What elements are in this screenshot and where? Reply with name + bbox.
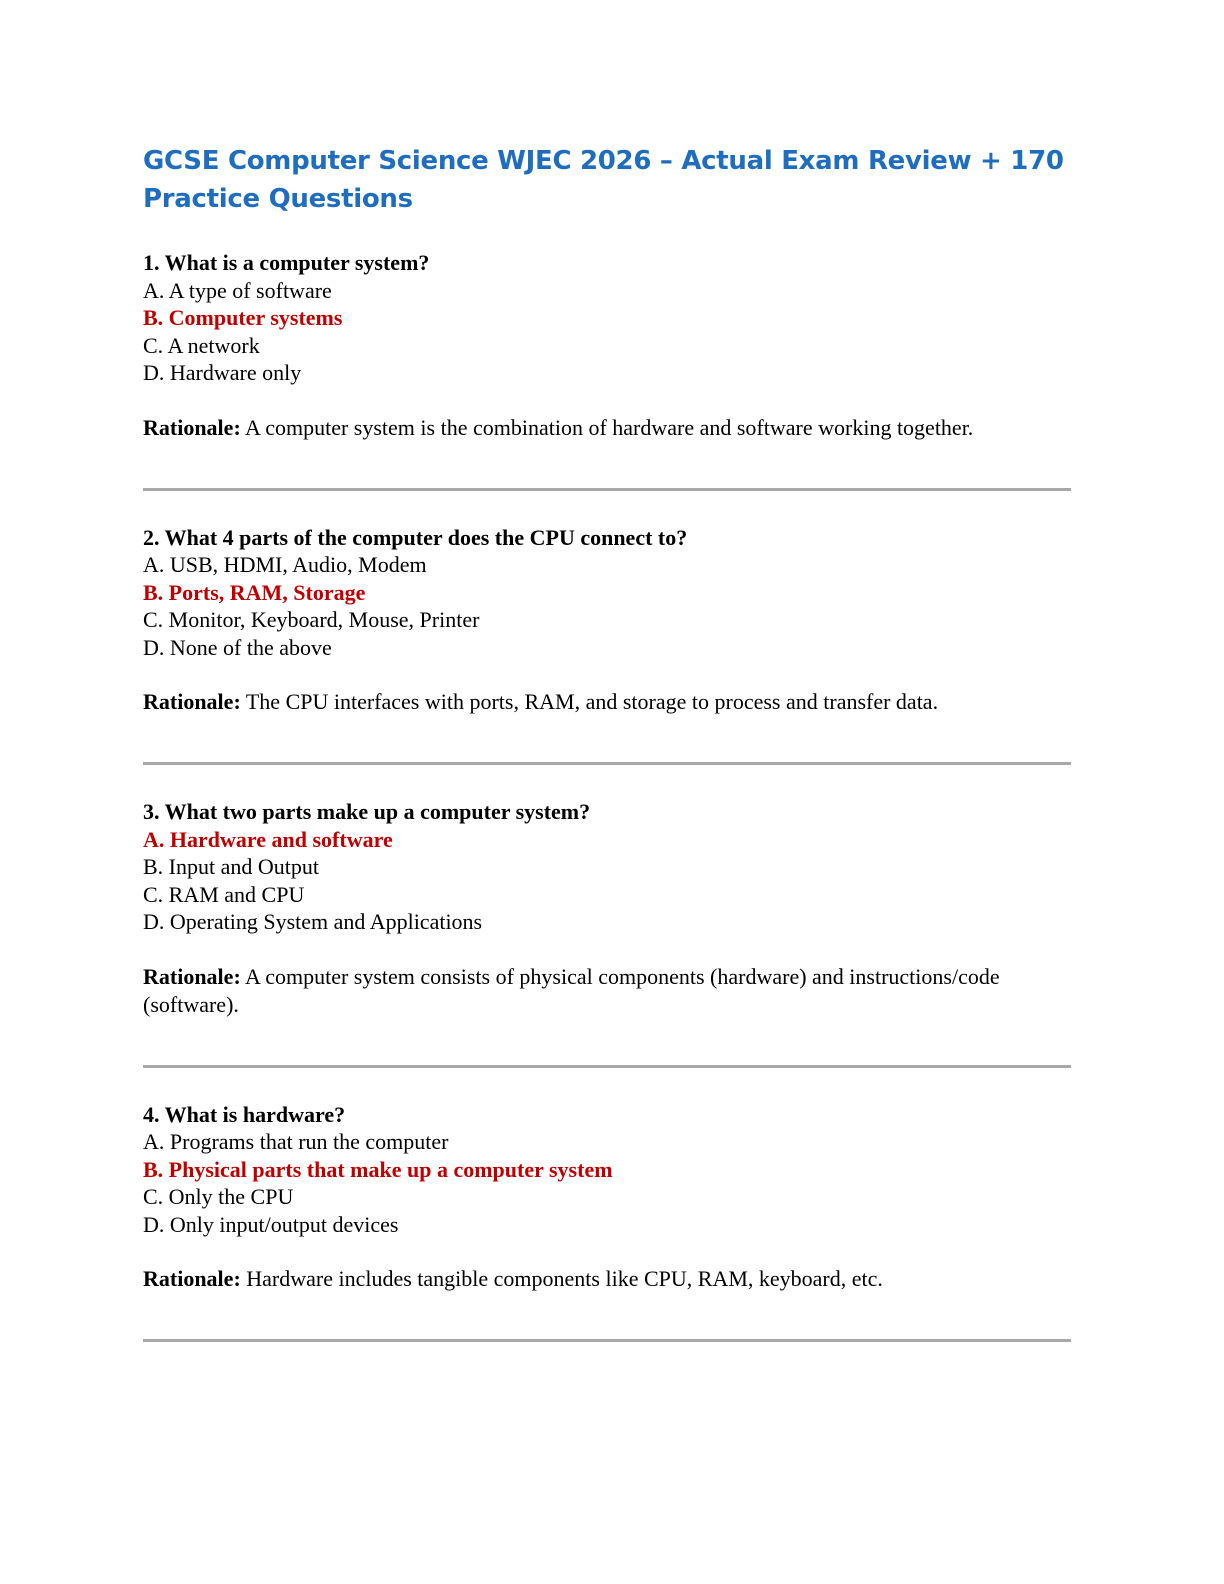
question-block-1: [143, 249, 1071, 442]
rationale-label: Rationale:: [143, 414, 241, 440]
question-block-4: [143, 1101, 1071, 1294]
divider: [143, 1339, 1071, 1342]
divider: [143, 488, 1071, 491]
rationale-text: Hardware includes tangible components like CPU, RAM, keyboard, etc.: [240, 1266, 883, 1291]
question-text: 2. What 4 parts of the computer does the CPU connect to?: [143, 524, 688, 550]
option-a-correct: A. Hardware and software: [143, 826, 393, 852]
option-b-correct: B. Computer systems: [143, 305, 343, 330]
option-d: D. Hardware only: [143, 360, 302, 385]
option-d: D. None of the above: [143, 634, 332, 660]
rationale-text: A computer system consists of physical components (hardware) and instructions/code (software).: [143, 963, 1000, 1017]
option-a: A. A type of software: [143, 277, 332, 303]
document-title: GCSE Computer Science WJEC 2026 – Actual Exam Review + 170 Practice Questions: [143, 146, 1064, 214]
question-text: 4. What is hardware?: [143, 1101, 346, 1127]
option-a: A. USB, HDMI, Audio, Modem: [143, 552, 427, 577]
rationale-label: Rationale:: [143, 963, 241, 989]
rationale: [143, 963, 1071, 1019]
divider: [143, 1065, 1071, 1068]
question-text: 3. What two parts make up a computer system?: [143, 799, 591, 824]
document-page: [143, 142, 1071, 1342]
rationale: [143, 1265, 1071, 1293]
option-a: A. Programs that run the computer: [143, 1129, 449, 1154]
option-b: B. Input and Output: [143, 854, 319, 879]
question-text: 1. What is a computer system?: [143, 250, 430, 275]
option-c: C. Only the CPU: [143, 1184, 294, 1209]
question-block-2: [143, 524, 1071, 717]
rationale-text: The CPU interfaces with ports, RAM, and storage to process and transfer data.: [240, 689, 939, 714]
option-c: C. RAM and CPU: [143, 881, 305, 907]
rationale-label: Rationale:: [143, 689, 241, 714]
option-c: C. A network: [143, 332, 260, 358]
question-block-3: [143, 798, 1071, 1019]
option-d: D. Operating System and Applications: [143, 909, 483, 934]
rationale-text: A computer system is the combination of hardware and software working together.: [240, 414, 974, 440]
divider: [143, 762, 1071, 765]
option-b-correct: B. Physical parts that make up a computer system: [143, 1156, 613, 1182]
option-c: C. Monitor, Keyboard, Mouse, Printer: [143, 607, 480, 632]
rationale: [143, 414, 1071, 442]
option-d: D. Only input/output devices: [143, 1211, 399, 1237]
option-b-correct: B. Ports, RAM, Storage: [143, 579, 366, 605]
rationale-label: Rationale:: [143, 1266, 241, 1291]
rationale: [143, 688, 1071, 716]
